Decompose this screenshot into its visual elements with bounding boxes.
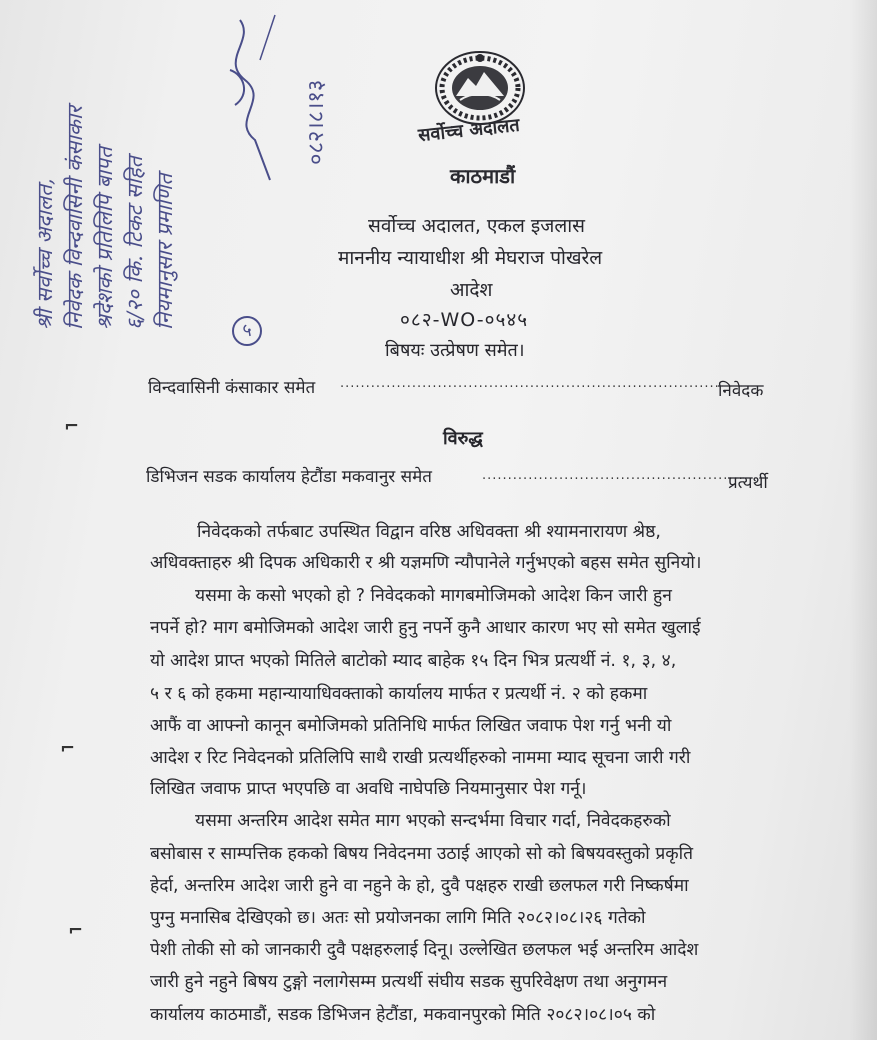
margin-tick-mark: ⌐: [64, 416, 80, 437]
order-title: आदेश: [450, 279, 493, 301]
petitioner-role: निवेदक: [718, 381, 764, 401]
bench-title: सर्वोच्च अदालत, एकल इजलास: [368, 215, 586, 237]
body-line: यसमा अन्तरिम आदेश समेत माग भएको सन्दर्भमा विचार गर्दा, निवेदकहरुको: [195, 811, 671, 831]
margin-tick-mark: ⌐: [60, 738, 76, 759]
respondent-name: डिभिजन सडक कार्यालय हेटौंडा मकवानुर समेत: [146, 467, 432, 487]
body-line: ५ र ६ को हकमा महान्यायाधिवक्ताको कार्यालय मार्फत र प्रत्यर्थी नं. २ को हकमा: [150, 684, 648, 704]
body-line: आदेश र रिट निवेदनको प्रतिलिपि साथै राखी प्रत्यर्थीहरुको नाममा म्याद सूचना जारी गरी: [150, 748, 691, 768]
body-line: आफैं वा आफ्नो कानून बमोजिमको प्रतिनिधि मार्फत लिखित जवाफ पेश गर्नु भनी यो: [150, 716, 672, 736]
margin-note-line: नियमानुसार प्रमाणित: [153, 173, 177, 330]
body-line: लिखित जवाफ प्राप्त भएपछि वा अवधि नाघेपछि नियमानुसार पेश गर्नू।: [150, 779, 587, 799]
body-line: यसमा के कसो भएको हो ? निवेदकको मागबमोजिमको आदेश किन जारी हुन: [195, 586, 672, 606]
body-line: नपर्ने हो? माग बमोजिमको आदेश जारी हुनु नपर्ने कुनै आधार कारण भए सो समेत खुलाई: [150, 618, 701, 638]
page-edge-shadow: [849, 0, 877, 1040]
court-name-arc: सर्वोच्च अदालत: [417, 114, 521, 147]
court-city: काठमाडौं: [450, 164, 516, 188]
body-line: जारी हुने नहुने बिषय टुङ्गो नलागेसम्म प्रत्यर्थी संघीय सडक सुपरिवेक्षण तथा अनुगमन: [150, 972, 668, 992]
margin-note-line: ६/२० कि. टिकट सहित: [123, 156, 147, 330]
respondent-dots: ...................................................: [482, 468, 744, 483]
margin-tick-mark: ⌐: [68, 920, 84, 941]
body-line: कार्यालय काठमाडौं, सडक डिभिजन हेटौंडा, मकवानपुरको मिति २०८२।०८।०५ को: [150, 1005, 656, 1025]
judge-name: माननीय न्यायाधीश श्री मेघराज पोखरेल: [338, 247, 603, 269]
case-subject: बिषयः उत्प्रेषण समेत।: [385, 340, 525, 361]
margin-note-line: श्री सर्वोच्च अदालत,: [33, 178, 57, 330]
body-line: पेशी तोकी सो को जानकारी दुवै पक्षहरुलाई दिनू। उल्लेखित छलफल भई अन्तरिम आदेश: [150, 940, 699, 960]
body-line: अधिवक्ताहरु श्री दिपक अधिकारी र श्री यज्ञमणि न्यौपानेले गर्नुभएको बहस समेत सुनियो।: [150, 553, 702, 573]
body-line: निवेदकको तर्फबाट उपस्थित विद्वान वरिष्ठ अधिवक्ता श्री श्यामनारायण श्रेष्ठ,: [197, 522, 661, 542]
versus-label: विरुद्ध: [443, 428, 483, 449]
body-line: यो आदेश प्राप्त भएको मितिले बाटोको म्याद बाहेक १५ दिन भित्र प्रत्यर्थी नं. १, ३, ४,: [150, 651, 677, 671]
signature-scribble: [210, 0, 290, 200]
body-line: हेर्दा, अन्तरिम आदेश जारी हुने वा नहुने के हो, दुवै पक्षहरु राखी छलफल गरी निष्कर्षमा: [150, 876, 689, 896]
handwritten-circled-number: ५: [232, 316, 262, 346]
body-line: बसोबास र साम्पत्तिक हकको बिषय निवेदनमा उठाई आएको सो को बिषयवस्तुको प्रकृति: [150, 844, 694, 864]
margin-note-line: श्रदेशको प्रतिलिपि बापत: [93, 147, 117, 330]
petitioner-dots: ..........................................................................: [340, 376, 720, 391]
handwritten-date: ०८२।८।१३: [304, 79, 329, 165]
margin-note-line: निवेदक विन्दवासिनी कंसाकार: [63, 106, 87, 330]
handwritten-margin-note: [30, 106, 180, 330]
respondent-role: प्रत्यर्थी: [728, 473, 768, 493]
case-number: ०८२-WO-०५४५: [400, 309, 529, 331]
body-line: पुग्नु मनासिब देखिएको छ। अतः सो प्रयोजनका लागि मिति २०८२।०८।२६ गतेको: [150, 908, 646, 928]
petitioner-name: विन्दवासिनी कंसाकार समेत: [148, 378, 316, 398]
